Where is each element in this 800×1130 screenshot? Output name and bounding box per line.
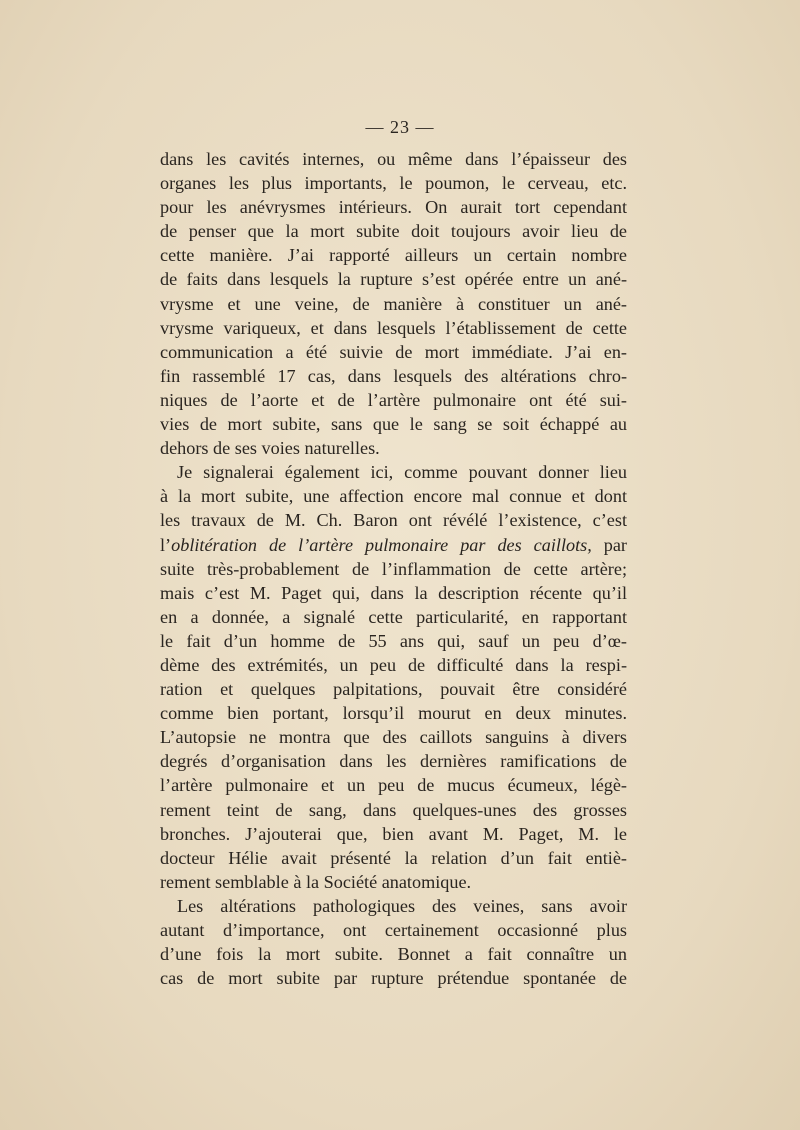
text-line: à la mort subite, une affection encore mal connue et dont <box>160 486 627 507</box>
text-line: vrysme variqueux, et dans lesquels l’établissement de cette <box>160 317 627 338</box>
text-line: cas de mort subite par rupture prétendue spontanée de <box>160 968 627 989</box>
text-line: le fait d’un homme de 55 ans qui, sauf un peu d’œ- <box>160 630 627 651</box>
text-line: l’artère pulmonaire et un peu de mucus écumeux, légè- <box>160 775 627 796</box>
text-line: en a donnée, a signalé cette particularité, en rapportant <box>160 606 627 627</box>
text-line: vrysme et une veine, de manière à constituer un ané- <box>160 293 627 314</box>
text-line-italic-phrase <box>160 533 627 557</box>
text-line: fin rassemblé 17 cas, dans lesquels des altérations chro- <box>160 365 627 386</box>
text-line: autant d’importance, ont certainement occasionné plus <box>160 920 627 940</box>
text-line: rement teint de sang, dans quelques-unes des grosses <box>160 799 627 820</box>
text-line: cette manière. J’ai rapporté ailleurs un certain nombre <box>160 245 627 266</box>
text-line: Je signalerai également ici, comme pouvant donner lieu <box>177 462 627 483</box>
text-line: d’une fois la mort subite. Bonnet a fait connaître un <box>160 944 627 965</box>
text-line: vies de mort subite, sans que le sang se soit échappé au <box>160 414 627 435</box>
text-line: L’autopsie ne montra que des caillots sanguins à divers <box>160 727 627 748</box>
text-line: suite très-probablement de l’inflammation de cette artère; <box>160 558 627 579</box>
text-post: par <box>591 534 627 555</box>
text-line: de faits dans lesquels la rupture s’est opérée entre un ané- <box>160 269 627 290</box>
text-pre: l’ <box>160 534 172 555</box>
text-line: pour les anévrysmes intérieurs. On aurait tort cependant <box>160 197 627 218</box>
text-line: mais c’est M. Paget qui, dans la description récente qu’il <box>160 582 627 603</box>
italic-phrase: oblitération de l’artère pulmonaire par des caillots, <box>171 534 592 555</box>
text-line: organes les plus importants, le poumon, le cerveau, etc. <box>160 173 627 194</box>
text-line: les travaux de M. Ch. Baron ont révélé l’existence, c’est <box>160 510 627 531</box>
text-line: rement semblable à la Société anatomique. <box>160 871 472 892</box>
page-number: — 23 — <box>365 117 435 137</box>
text-line: Les altérations pathologiques des veines, sans avoir <box>177 895 627 916</box>
text-line: dehors de ses voies naturelles. <box>160 438 380 459</box>
text-line: dème des extrémités, un peu de difficulté dans la respi- <box>160 654 627 675</box>
text-line: docteur Hélie avait présenté la relation d’un fait entiè- <box>160 847 627 868</box>
text-line: communication a été suivie de mort immédiate. J’ai en- <box>160 341 627 362</box>
text-line: bronches. J’ajouterai que, bien avant M. Paget, M. le <box>160 823 627 844</box>
text-line: de penser que la mort subite doit toujours avoir lieu de <box>160 221 627 242</box>
text-line: niques de l’aorte et de l’artère pulmonaire ont été sui- <box>160 389 627 410</box>
body-text <box>160 147 627 990</box>
text-line: comme bien portant, lorsqu’il mourut en deux minutes. <box>160 703 627 724</box>
text-line: dans les cavités internes, ou même dans l’épaisseur des <box>160 149 627 169</box>
text-line: degrés d’organisation dans les dernières ramifications de <box>160 751 627 772</box>
text-line: ration et quelques palpitations, pouvait être considéré <box>160 679 627 700</box>
